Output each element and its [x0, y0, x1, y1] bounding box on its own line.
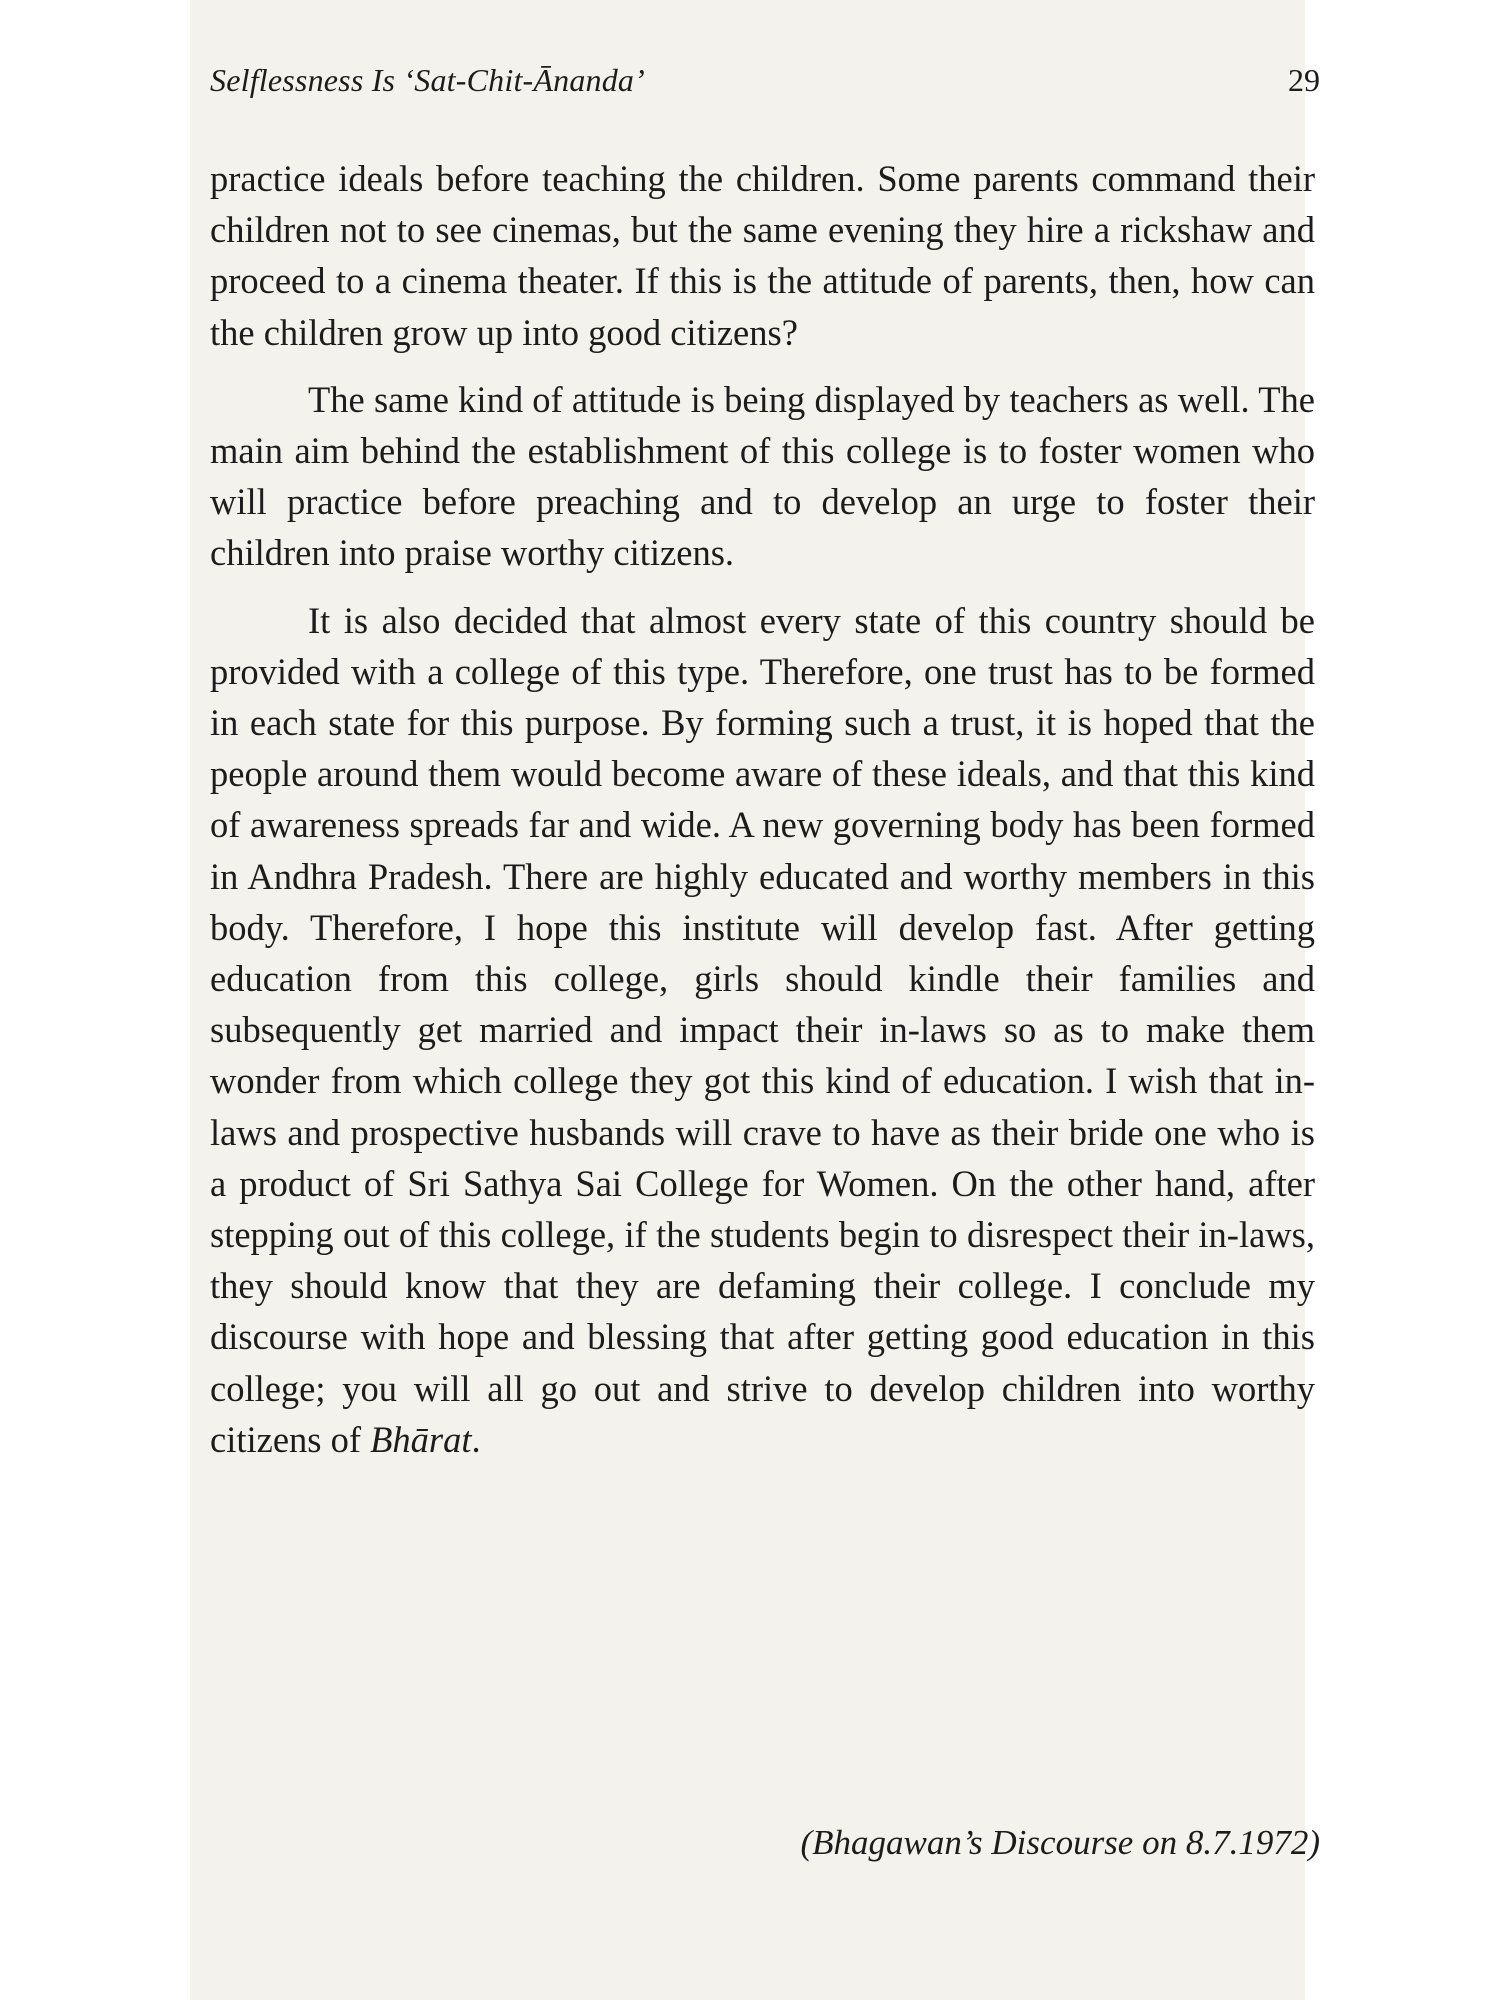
paragraph-3-text: It is also decided that almost every state of this country should be provided with a college of this type. Therefore, one trust has to be formed in each state for this purpose. By forming such a trust, it is hoped that the people around them would become aware of these ideals, and that this kind of awareness spreads far and wide. A new governing body has been formed in Andhra Pradesh. There are highly educated and worthy members in this body. Therefore, I hope this institute will develop fast. After getting education from this college, girls should kindle their families and subsequently get married and impact their in-laws so as to make them wonder from which college they got this kind of education. I wish that in-laws and prospective husbands will crave to have as their bride one who is a product of Sri Sathya Sai College for Women. On the other hand, after stepping out of this college, if the students begin to disrespect their in-laws, they should know that they are defaming their college. I conclude my discourse with hope and blessing that after getting good education in this college; you will all go out and strive to develop children into worthy citizens of [210, 599, 1315, 1460]
paragraph-1: practice ideals before teaching the children. Some parents command their children not to see cinemas, but the same evening they hire a rickshaw and proceed to a cinema theater. If this is the attitude of parents, then, how can the children grow up into good citizens? [210, 158, 1315, 353]
paragraph-2: The same kind of attitude is being displayed by teachers as well. The main aim behind the establishment of this college is to foster women who will practice before preaching and to develop an urge to foster their children into praise worthy citizens. [210, 378, 1315, 574]
paragraph-3 [210, 595, 1315, 1465]
running-header [210, 62, 1320, 112]
page-number: 29 [1288, 62, 1320, 98]
body-text [210, 153, 1315, 1481]
chapter-title: Selflessness Is ‘Sat-Chit-Ānanda’ [210, 62, 645, 98]
paragraph-3-italic-word: Bhārat [370, 1418, 472, 1460]
discourse-citation: (Bhagawan’s Discourse on 8.7.1972) [800, 1823, 1320, 1862]
paragraph-3-end: . [471, 1418, 481, 1460]
